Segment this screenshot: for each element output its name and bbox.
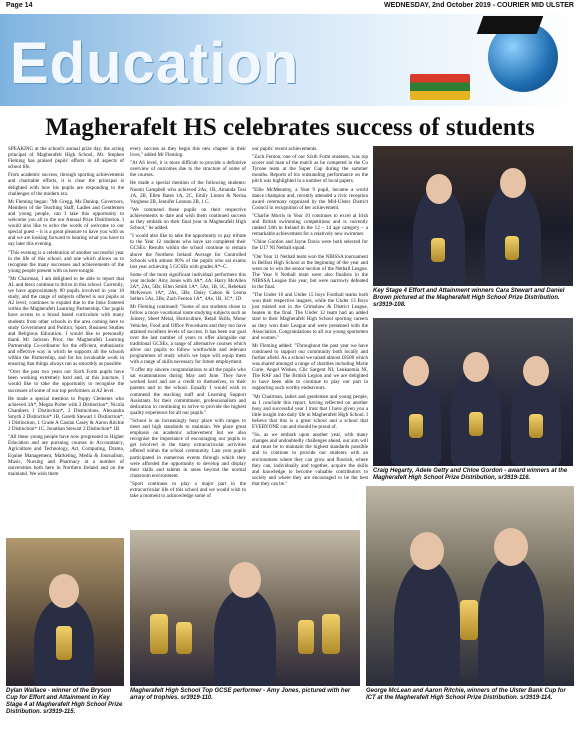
- article-paragraph: SPEAKING at the school's annual prize day, the acting principal of Magherafelt High School, Mr. Stephen Fleming has praised pupils' efforts in all aspects of school life.: [8, 146, 124, 171]
- article-paragraph: He made a special mention to Poppy Clements who achieved 3A*, Megan Porter with 3 Distinction*, Nicola Chambers 1 Distinction*, 2 Distinctions, Alexandra Smyth 2 Distinction* 1B, Gareth Stewart 1 Distinction*, 1 Distinction, 1 Grade A Caolan Casey & Aaron Ritchie 2 Distinction* 1C, Jonathan Stewart 2 Distinction* 1B.: [8, 395, 124, 433]
- books-illustration: [410, 74, 470, 100]
- caption-photo-4: Magherafelt High School Top GCSE performer - Amy Jones, pictured with her array of trophies. sr3919-110.: [130, 688, 351, 701]
- caption-photo-2: Craig Hegarty, Adele Getty and Chloe Gordon - award winners at the Magherafelt High School Prize Distribution, sr3919-116.: [373, 468, 568, 481]
- face: [523, 356, 549, 386]
- photo-dylan-wallace: [6, 538, 124, 686]
- photo-ict-winners: [366, 486, 574, 686]
- article-paragraph: "So, as we embark upon another year, with many changes and undoubtedly challenges ahead, our aim will and must be to maintain the highest standards possible and to continue to provide our students with an environment where they can grow and flourish, where they can, individually and together, acquire the skills and knowledge to become valuable contributors to society and where they are encouraged to be the best that they can be.": [252, 432, 368, 487]
- article-paragraph: "School is an increasingly busy place with ranges to meet and high standards to maintain. We place great emphasis on academic achievement but we also recognise the importance of encouraging our pupils to get involved in the many extracurricular activities offered within the school community. Last year pupils participated in numerous events through which they were afforded the opportunity to develop and display their skills and talents in areas beyond the normal classroom environment.: [130, 417, 246, 479]
- article-paragraph: Some of the most significant individual performers this year include: Amy Jones with 4A*, 4A; Harry McAllen 3A*, 2As, 5Bs; Ellen Smith 1A*, 5As, 1B, 1C, Rebekah McKeown 1A*, 2As, 5Bs; Daisy Cabon & Leona Sellers 5As, 2Bs; Zach Fenton 1A*, 4As, 1B, 1C*, 1D.: [130, 271, 246, 303]
- person: [214, 588, 276, 686]
- article-paragraph: From academic success, through sporting achievements and charitable efforts, it is clear the principal is delighted with how his pupils are responding to the challenges of the modern era.: [8, 172, 124, 197]
- article-paragraph: "Over the past two years our Sixth Form pupils have been working extremely hard and, at this juncture, I would like to take the opportunity to recognise the successes of some of our top performers at A2 level.: [8, 369, 124, 394]
- face: [426, 174, 452, 204]
- graduation-cap-illustration: [477, 16, 544, 34]
- photo-award-winners: [373, 318, 573, 466]
- article-paragraph: "The Under 16 and Under 15 boys Football teams both won their respective leagues, while the Under 13 Boys just missed out in the Grimshaw & District League, beaten in the final. The Under 12 team had an added start to their Magherafelt High School sporting careers as they won their League and were presented with the Association. Congratulations to all our young sportsmen and women.": [252, 292, 368, 341]
- face: [403, 356, 429, 386]
- article-paragraph: He made a special mention of the following students: Naomi Campbell who achieved 2As, 1B, Amanda Tosi 1A, 2B, Ellen Bates 1A, 2C, Emily Linton & Nerisa Varghese 2B, Jennifer Lennon 2B, 1 C.: [130, 180, 246, 205]
- article-paragraph: "Ellie McMenemy, a Year 9 pupil, became a world dance champion and, recently attended a civic reception award ceremony organized by the Mid-Ulster District Council in recognition of her achievement.: [252, 186, 368, 211]
- page-number: Page 14: [6, 2, 33, 9]
- face: [494, 528, 528, 566]
- trophy: [176, 622, 192, 654]
- headline: Magherafelt HS celebrates success of students: [45, 114, 535, 141]
- face: [49, 574, 79, 608]
- article-paragraph: "Our Year 11 Netball team won the NIBSSA tournament in Belfast High School at the beginning of the year and went on to win the senior section of the Netball League. The Year 8 Netball team were also finalists in the NIBSSA League this year, but were narrowly defeated in the final.: [252, 253, 368, 290]
- caption-photo-3: Dylan Wallace - winner of the Bryson Cup for Effort and Attainment in Key Stage 4 at Magherafelt High School Prize Distribution. sr3919-115.: [6, 688, 123, 715]
- article-paragraph: "At AS level, it is more difficult to provide a definitive overview of outcomes due to the structure of some of the courses.: [130, 160, 246, 179]
- person: [394, 560, 460, 686]
- face: [500, 168, 526, 198]
- article-paragraph: "Mr Chairman, I am delighted to be able to report that AL and btecs continue to thrive in this school. Currently, we have approximately 80 pupils involved in year 10 study, and the range of subjects offered is our pupils at A2 level, continues to expand due to the links fostered within the Magherafelt Learning Partnership. Our pupils have access to a broad based curriculum with many students from other schools in the area coming here to study Government and Politics, Sport, Business Studies and Religious Education. I would like to personally thank Mr Jackson Prior, the Magherafelt Learning Partnership Co-ordinator for the efficient, enthusiastic and effective way in which he supports all the schools within the Partnership, and for his invaluable work in ensuring that things always run as smoothly as possible.: [8, 275, 124, 368]
- article-paragraph: "Sport continues to play a major part in the extracurricular life of this school and we would wish to take a moment to acknowledge some of: [130, 480, 246, 500]
- article-paragraph: Mr Fleming began: "Mr Gregg, Ms Dunlop, Governors, Members of the Teaching Staff, Ladies and Gentlemen and young people, can I take this opportunity to welcome you all to the our Annual Prize Distribution. I would also like to echo the words of welcome to our special guest – it is a great pleasure to have you with us and we are looking forward to hearing what you have to say later this evening.: [8, 198, 124, 248]
- face: [229, 562, 261, 598]
- article-column-3: [252, 146, 368, 489]
- article-paragraph: "We commend these pupils on their respective achievements to date and wish them continued success as they embark on their final year in Magherafelt High School," he added.: [130, 206, 246, 232]
- trophy: [298, 620, 314, 654]
- article-paragraph: "Zach Fenton, one of our Sixth Form students, was top scorer and man of the match as he competed in the Co Tyrone team at the Super Cup during the summer months. Reports of his outstanding performance on the pitch was highlighted in a number of local papers.: [252, 154, 368, 185]
- masthead: WEDNESDAY, 2nd October 2019 - COURIER MID ULSTER: [384, 2, 574, 9]
- trophy: [460, 600, 478, 640]
- photo-amy-jones: [130, 530, 360, 686]
- trophy: [150, 614, 168, 654]
- banner-title: Education: [10, 31, 300, 96]
- trophy: [469, 412, 483, 436]
- article-paragraph: our pupils' recent achievements.: [252, 146, 318, 152]
- article-paragraph: "All these young people have now progressed to Higher Education and are pursuing courses in Accountancy, Agriculture and Technology, Art, Computing, Drama, Equine Management, Marketing, Media & Journalism, Music, Nursing and Pharmacy at a number of universities both here in Northern Ireland and on the mainland. We wish them: [8, 434, 124, 477]
- face: [463, 352, 489, 382]
- section-banner: [0, 14, 580, 106]
- page-header: [0, 0, 580, 12]
- trophy: [322, 614, 340, 654]
- person: [478, 556, 544, 686]
- article-column-2: [130, 146, 246, 501]
- article-paragraph: "Charlie Morris in Year 10 continues to excel at Irish and British swimming competitions and is currently ranked 14th in Ireland in the 12 – 14 age category – a remarkable achievement for a relatively new swimmer.: [252, 212, 368, 238]
- article-paragraph: Mr Fleming continued: "Some of our students chose to follow a more vocational route studying subjects such as Joinery, Sheet Metal, Horticulture, Retail Skills, Motor Vehicles, Food and Office Procedures and they too have attained excellent levels of success. It has been our goal over the last number of years to offer alongside our traditional GCSEs, a range of alternative courses which allow our pupils to follow worthwhile and relevant programmes of study which we hope will equip them with a range of skills necessary for future employment.: [130, 304, 246, 366]
- article-paragraph: "Mr Chairman, ladies and gentlemen and young people, as I conclude this report, having reflected on another busy and successful year I trust that I have given you a little insight into daily life in Magherafelt High School. I believe that this is a great school and a school that EVERYONE can and should be proud of.: [252, 393, 368, 431]
- trophy: [431, 238, 445, 262]
- caption-photo-1: Key Stage 4 Effort and Attainment winners Cara Stewart and Daniel Brown pictured at the Magherafelt High School Prize Distribution. sr3919-108.: [373, 288, 565, 308]
- article-paragraph: "I would also like to take the opportunity to pay tribute to the Year 12 students who have sat completed their GCSEs. Results within the school continue to remain above the Northern Ireland Average for Controlled Schools with almost 80% of the pupils who sat exams last year achieving 5 GCSEs with grades A*–C.: [130, 233, 246, 270]
- article-paragraph: "Chloe Gordon and Jayne Davis were both selected for the U17 NI Netball squad.: [252, 239, 368, 252]
- trophy: [409, 414, 423, 438]
- article-paragraph: every success as they begin this new chapter in their lives," added Mr Fleming.: [130, 146, 246, 159]
- article-paragraph: "This evening is a celebration of another successful year in the life of this school, and one which allows us to recognise the many successes and achievements of the young people present with us here tonight.: [8, 249, 124, 274]
- trophy: [56, 626, 72, 660]
- trophy: [529, 414, 543, 438]
- article-paragraph: Mr Fleming added: "Throughout the past year we have continued to support our community both locally and further afield. As a school we raised almost £8500 which was shared amongst a range of charities including Marie Curie, Angel Wishes, Clic Sargent NI, Leukaemia NI, The RAF and The British Legion and we are delighted to have been able to continue to play our part in supporting such worthy endeavours.: [252, 342, 368, 392]
- article-body: [8, 146, 368, 536]
- article-paragraph: "I offer my sincere congratulations to all the pupils who sat examinations during May and June. They have worked hard and are a credit to themselves, to their parents and to the school. Equally I would wish to commend the teaching staff and Learning Support Assistants for their commitment, professionalism and dedication in continuing to strive to provide the highest quality experience for all our pupils.": [130, 367, 246, 416]
- face: [410, 532, 444, 570]
- caption-photo-5: George McLean and Aaron Ritchie, winners of the Ulster Bank Cup for ICT at the Magherafelt High School Prize Distribution. sr3919-114.: [366, 688, 566, 701]
- trophy: [505, 236, 519, 260]
- article-column-1: [8, 146, 124, 479]
- photo-key-stage-4-winners: [373, 146, 573, 286]
